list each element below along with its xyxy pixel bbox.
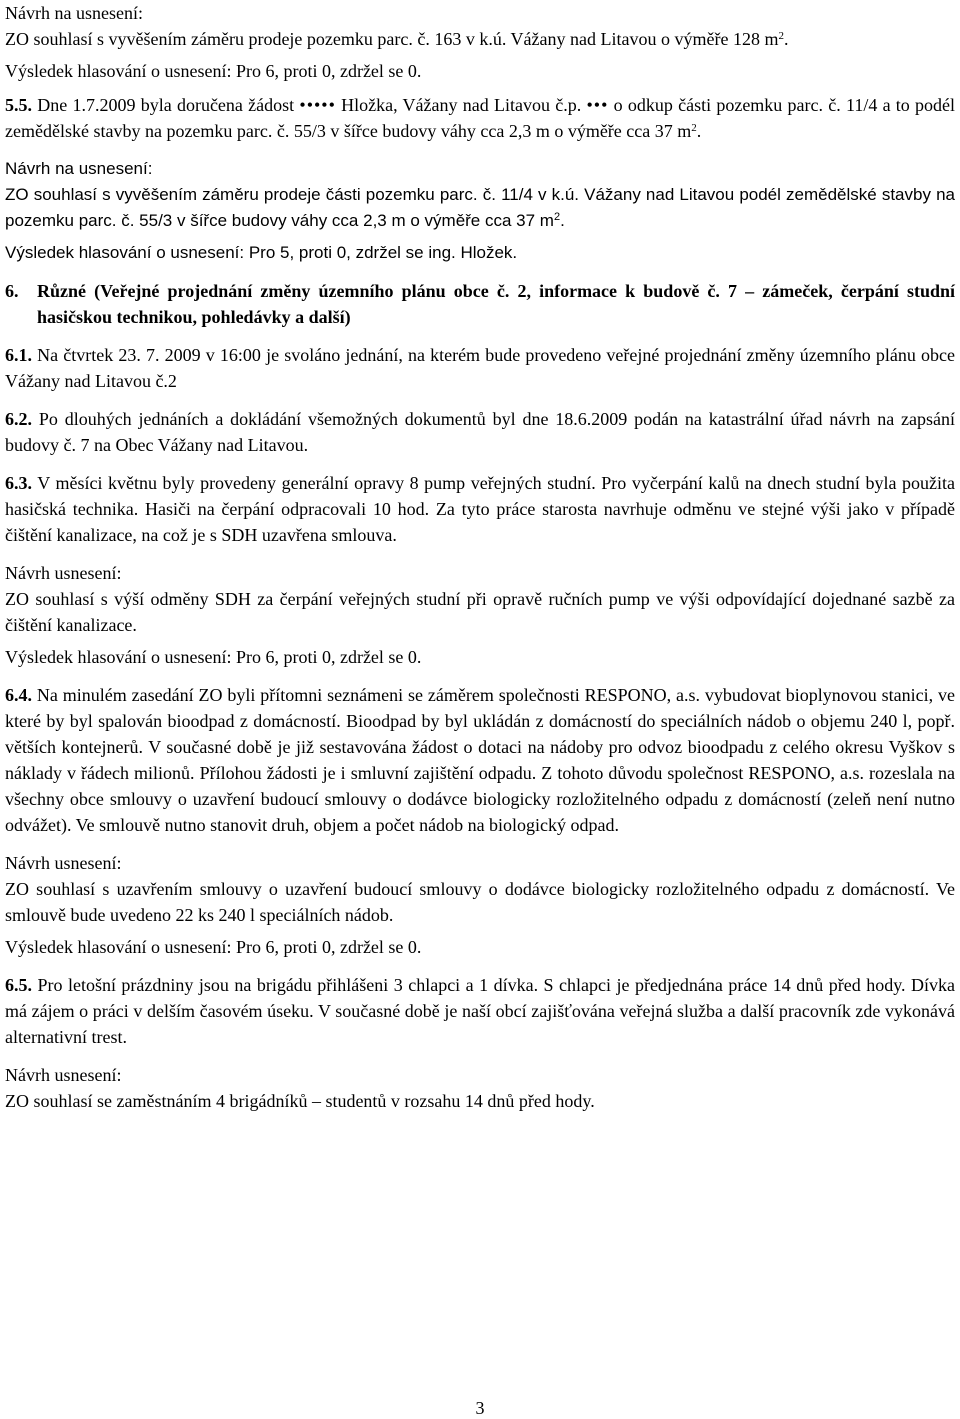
section-6-3: 6.3. V měsíci květnu byly provedeny generální opravy 8 pump veřejných studní. Pro vyčerpání kalů na dnech studní byla použita hasičská technika. Hasiči na čerpání odpracovali 10 hod. Za tyto práce starosta navrhuje odměnu ve stejné výši jako v případě čištění kanalizace, na což je s SDH uzavřena smlouva. [5, 473, 955, 545]
resolution-text: ZO souhlasí s uzavřením smlouvy o uzavření budoucí smlouvy o dodávce biologicky rozložitelného odpadu z domácností. Ve smlouvě bude uvedeno 22 ks 240 l speciálních nádob. [5, 879, 955, 925]
resolution-text: ZO souhlasí s vyvěšením záměru prodeje pozemku parc. č. 163 v k.ú. Vážany nad Litavou o výměře 128 $m^2$. [5, 29, 789, 49]
resolution-label: Návrh na usnesení: [5, 3, 143, 23]
resolution-text: ZO souhlasí s výší odměny SDH za čerpání veřejných studní při opravě ručních pump ve výši odpovídající dojednané sazbě za čištění kanalizace. [5, 589, 955, 635]
vote-result: Výsledek hlasování o usnesení: Pro 6, proti 0, zdržel se 0. [5, 937, 422, 957]
section-5-5: 5.5. Dne 1.7.2009 byla doručena žádost ••••• Hložka, Vážany nad Litavou č.p. ••• o odkup části pozemku parc. č. 11/4 a to podél zemědělské stavby na pozemku parc. č. 55/3 v šířce budovy váhy cca 2,3 m o výměře cca 37 $m^2$. [5, 95, 956, 141]
vote-result: Výsledek hlasování o usnesení: Pro 5, proti 0, zdržel se ing. Hložek. [5, 243, 518, 262]
resolution-text: ZO souhlasí se zaměstnáním 4 brigádníků – studentů v rozsahu 14 dnů před hody. [5, 1091, 595, 1111]
section-6-heading: 6. Různé (Veřejné projednání změny územního plánu obce č. 2, informace k budově č. 7 – zámeček, čerpání studní hasičskou technikou, pohledávky a další) [5, 281, 955, 327]
document-page [5, 0, 955, 1114]
redacted-name: ••••• [299, 95, 336, 115]
resolution-label: Návrh usnesení: [5, 853, 122, 873]
section-6-1: 6.1. Na čtvrtek 23. 7. 2009 v 16:00 je svoláno jednání, na kterém bude provedeno veřejné projednání změny územního plánu obce Vážany nad Litavou č.2 [5, 345, 955, 391]
page-number: 3 [475, 1398, 485, 1418]
vote-result: Výsledek hlasování o usnesení: Pro 6, proti 0, zdržel se 0. [5, 61, 422, 81]
section-6-4: 6.4. Na minulém zasedání ZO byli přítomni seznámeni se záměrem společnosti RESPONO, a.s. vybudovat bioplynovou stanici, ve které by byl spalován bioodpad z domácností. Bioodpad by byl ukládán z domácností do speciálních nádob o objemu 240 l, popř. větších kontejnerů. V současné době je již sestavována žádost o dotaci na nádoby pro odvoz bioodpadu z celého okresu Vyškov s náklady v řádech milionů. Přílohou žádosti je i smluvní zajištění odpadu. Z tohoto důvodu společnost RESPONO, a.s. rozeslala na všechny obce smlouvy o uzavření budoucí smlouvy o dodávce biologicky rozložitelného odpadu z domácností (zeleň není nutno odvážet). Ve smlouvě nutno stanovit druh, objem a počet nádob na biologický odpad. [5, 685, 955, 835]
resolution-label: Návrh usnesení: [5, 1065, 122, 1085]
section-6-5: 6.5. Pro letošní prázdniny jsou na brigádu přihlášeni 3 chlapci a 1 dívka. S chlapci je předjednána práce 14 dnů před hody. Dívka má zájem o práci v delším časovém úseku. V současné době je naší obcí zajišťována veřejná služba a další pracovník zde vykonává alternativní trest. [5, 975, 956, 1047]
resolution-label: Návrh usnesení: [5, 563, 122, 583]
section-6-2: 6.2. Po dlouhých jednáních a dokládání všemožných dokumentů byl dne 18.6.2009 podán na katastrální úřad návrh na zapsání budovy č. 7 na Obec Vážany nad Litavou. [5, 409, 956, 455]
resolution-label: Návrh na usnesení: [5, 159, 153, 178]
section-number: 5.5. [5, 95, 32, 115]
resolution-text: ZO souhlasí s vyvěšením záměru prodeje části pozemku parc. č. 11/4 v k.ú. Vážany nad Litavou podél zemědělské stavby na pozemku parc. č. 55/3 v šířce budovy váhy cca 2,3 m o výměře cca 37 $m^2$. [5, 185, 955, 230]
vote-result: Výsledek hlasování o usnesení: Pro 6, proti 0, zdržel se 0. [5, 647, 422, 667]
redacted-number: ••• [586, 95, 609, 115]
